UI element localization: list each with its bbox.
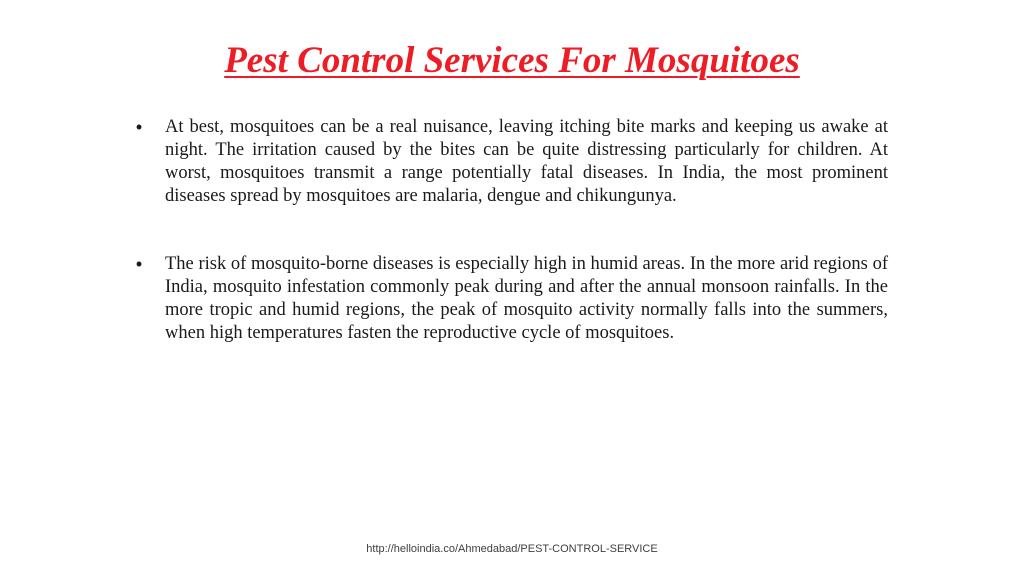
slide-title-text: Pest Control Services For Mosquitoes <box>224 40 800 81</box>
bullet-item <box>132 253 888 345</box>
bullet-icon: • <box>135 254 143 274</box>
bullet-text: At best, mosquitoes can be a real nuisance, leaving itching bite marks and keeping us awake at night. The irritation caused by the bites can be quite distressing particularly for children. At worst, mosquitoes transmit a range potentially fatal diseases. In India, the most prominent diseases spread by mosquitoes are malaria, dengue and chikungunya. <box>165 117 888 206</box>
bullet-text: The risk of mosquito-borne diseases is especially high in humid areas. In the more arid regions of India, mosquito infestation commonly peak during and after the annual monsoon rainfalls. In the more tropic and humid regions, the peak of mosquito activity normally falls into the summers, when high temperatures fasten the reproductive cycle of mosquitoes. <box>165 254 888 343</box>
bullet-icon: • <box>135 117 143 137</box>
bullet-item <box>132 116 888 208</box>
slide-title <box>0 38 1024 84</box>
footer-url: http://helloindia.co/Ahmedabad/PEST-CONTROL-SERVICE <box>366 543 658 555</box>
bullet-list <box>132 116 888 345</box>
